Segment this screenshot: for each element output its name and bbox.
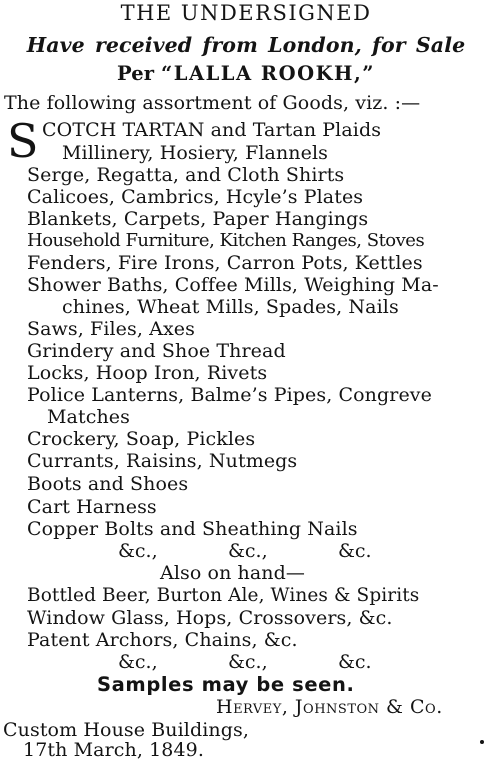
goods-line: Household Furniture, Kitchen Ranges, Stoves xyxy=(27,230,425,251)
goods-line: Cart Harness xyxy=(27,496,157,518)
goods-line: Calicoes, Cambrics, Hcyle’s Plates xyxy=(27,186,364,208)
etc-mark: &c. xyxy=(338,651,372,673)
goods-line: Saws, Files, Axes xyxy=(27,318,195,340)
ship-name: “LALLA ROOKH,” xyxy=(161,62,375,85)
etc-mark: &c., xyxy=(118,540,158,562)
on-hand-heading: Also on hand— xyxy=(160,562,306,584)
goods-line: Police Lanterns, Balme’s Pipes, Congreve xyxy=(27,384,432,406)
goods-line: Blankets, Carpets, Paper Hangings xyxy=(27,208,369,230)
goods-line: chines, Wheat Mills, Spades, Nails xyxy=(62,296,399,318)
etc-mark: &c., xyxy=(228,540,268,562)
goods-line: Crockery, Soap, Pickles xyxy=(27,428,256,450)
on-hand-line: Window Glass, Hops, Crossovers, &c. xyxy=(27,607,393,629)
ad-subtitle: Have received from London, for Sale xyxy=(26,33,466,57)
on-hand-line: Bottled Beer, Burton Ale, Wines & Spirits xyxy=(27,585,420,606)
etc-mark: &c. xyxy=(338,540,372,562)
samples-notice: Samples may be seen. xyxy=(97,673,355,696)
goods-line: Millinery, Hosiery, Flannels xyxy=(62,142,328,164)
intro-line: The following assortment of Goods, viz. :— xyxy=(4,92,421,114)
goods-line: Boots and Shoes xyxy=(27,473,189,495)
ad-title: THE UNDERSIGNED xyxy=(120,1,372,25)
goods-line: Grindery and Shoe Thread xyxy=(27,340,286,362)
on-hand-line: Patent Archors, Chains, &c. xyxy=(27,629,298,651)
goods-line: Serge, Regatta, and Cloth Shirts xyxy=(27,164,345,186)
goods-line: Currants, Raisins, Nutmegs xyxy=(27,450,298,472)
goods-line: Locks, Hoop Iron, Rivets xyxy=(27,362,268,384)
goods-line: Shower Baths, Coffee Mills, Weighing Ma- xyxy=(27,274,439,296)
address-line: Custom House Buildings, xyxy=(3,719,250,741)
drop-cap: S xyxy=(7,114,39,168)
date-line: 17th March, 1849. xyxy=(23,739,205,761)
goods-first-line: COTCH TARTAN and Tartan Plaids xyxy=(42,119,382,141)
goods-line: Matches xyxy=(47,406,130,428)
per-prefix: Per xyxy=(117,62,155,85)
goods-line: Fenders, Fire Irons, Carron Pots, Kettles xyxy=(27,252,423,274)
signature: Hervey, Johnston & Co. xyxy=(216,696,443,718)
goods-line: Copper Bolts and Sheathing Nails xyxy=(27,518,358,540)
ship-line xyxy=(0,63,492,85)
etc-mark: &c., xyxy=(228,651,268,673)
etc-mark: &c., xyxy=(118,651,158,673)
print-speck xyxy=(480,740,484,744)
